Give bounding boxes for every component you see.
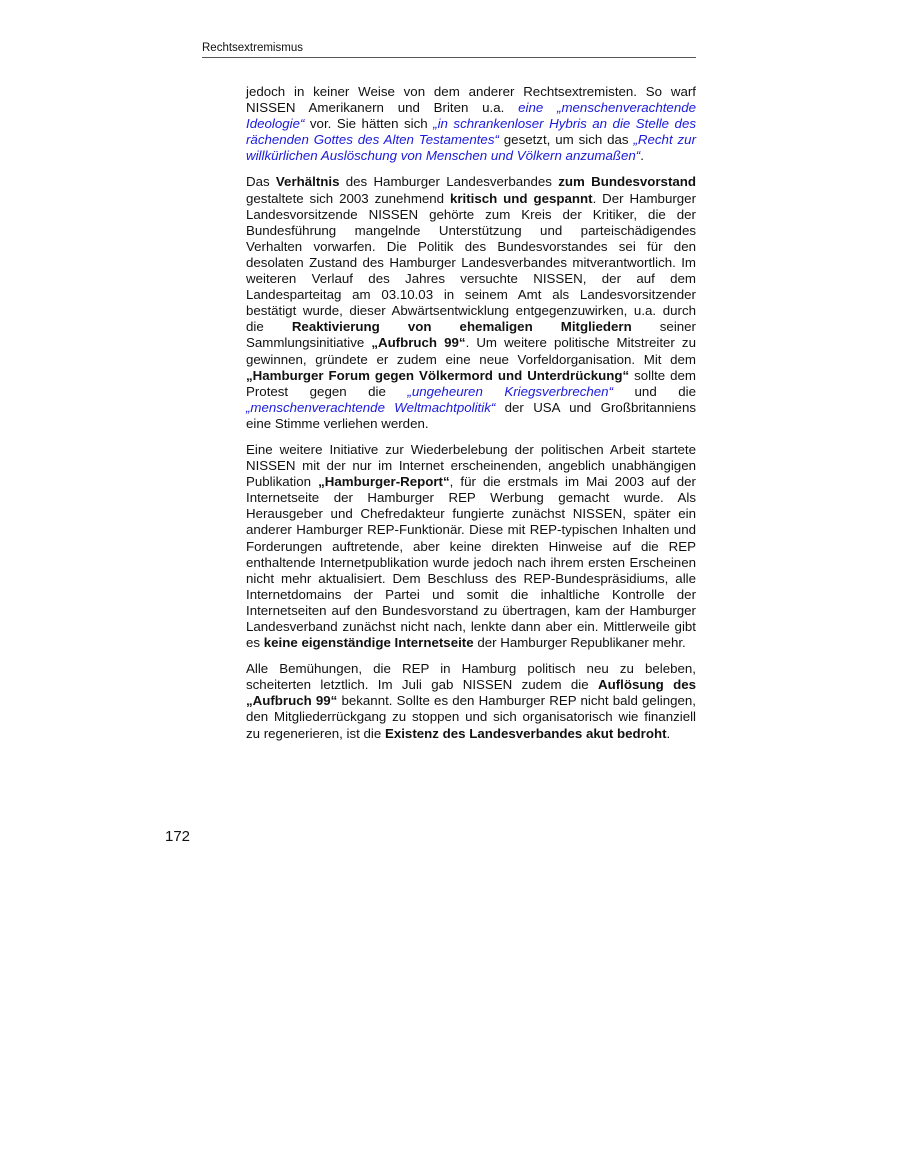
text-run: Alle Bemühungen, die REP in Hamburg politisch neu zu beleben, scheiterten letztlich. Im Juli gab NISSEN zudem die	[246, 661, 696, 693]
text-run: .	[666, 725, 671, 741]
bold-run: Auflösung des „Aufbruch 99“	[246, 677, 696, 709]
bold-run: zum Bundesvorstand	[558, 174, 697, 190]
text-run: jedoch in keiner Weise von dem anderer Rechtsextremisten. So warf NISSEN Amerikanern und Briten u.a.	[246, 84, 696, 116]
text-run: seiner Sammlungsinitiative	[246, 319, 696, 351]
page-number: 172	[165, 828, 191, 845]
text-run: . Der Hamburger Landesvorsitzende NISSEN gehörte zum Kreis der Kritiker, die der Bundesführung mangelnde Unterstützung und parteischädigendes Verhalten vorwarfen. Die Politik des Bundesvorstandes sei für den desolaten Zustand des Hamburger Landesverbandes mitverantwortlich. Im weiteren Verlauf des Jahres versuchte NISSEN, der auf dem Landesparteitag am 03.10.03 in seinem Amt als Landesvorsitzender bestätigt wurde, dieser Abwärtsentwicklung entgegenzuwirken, u.a. durch die	[246, 190, 696, 335]
text-run: der USA und Großbritanniens eine Stimme verliehen werden.	[246, 399, 696, 431]
text-run: Eine weitere Initiative zur Wiederbelebung der politischen Arbeit startete NISSEN mit der nur im Internet erscheinenden, angeblich unabhängigen Publikation	[246, 441, 696, 490]
quote-run: „ungeheuren Kriegsverbrechen“	[407, 383, 613, 399]
paragraph	[246, 174, 696, 432]
quote-run: eine „menschenverachtende Ideologie“	[246, 100, 696, 132]
bold-run: keine eigenständige Internetseite	[263, 635, 474, 651]
bold-run: Reaktivierung von ehemaligen Mitgliedern	[291, 319, 632, 335]
text-run: . Um weitere politische Mitstreiter zu gewinnen, gründete er zudem eine neue Vorfeldorganisation. Mit dem	[246, 335, 696, 367]
quote-run: „menschenverachtende Weltmachtpolitik“	[246, 399, 496, 415]
paragraph	[246, 84, 696, 164]
text-run: des Hamburger Landesverbandes	[339, 174, 559, 190]
bold-run: kritisch und gespannt	[449, 190, 593, 206]
running-header-title: Rechtsextremismus	[202, 42, 303, 54]
text-run: bekannt. Sollte es den Hamburger REP nicht bald gelingen, den Mitgliederrückgang zu stoppen und sich organisatorisch wie finanziell zu regenerieren, ist die	[246, 693, 696, 741]
running-header	[202, 40, 696, 58]
text-run: sollte dem Protest gegen die	[246, 367, 697, 399]
text-run: Das	[246, 174, 276, 190]
quote-run: „in schrankenloser Hybris an die Stelle des rächenden Gottes des Alten Testamentes“	[246, 116, 696, 148]
text-run: gesetzt, um sich das	[498, 132, 634, 148]
text-run: , für die erstmals im Mai 2003 auf der Internetseite der Hamburger REP Werbung gemacht wurde. Als Herausgeber und Chefredakteur fungierte zunächst NISSEN, später ein anderer Hamburger REP-Funktionär. Diese mit REP-typischen Inhalten und Forderungen auftretende, aber keine direkten Hinweise auf die REP enthaltende Internetpublikation wurde jedoch nach ihrem ersten Erscheinen nicht mehr aktualisiert. Dem Beschluss des REP-Bundespräsidiums, alle Internetdomains der Partei und somit die inhaltliche Kontrolle der Internetseiten auf den Bundesvorstand zu übertragen, kam der Hamburger Landesverband zunächst nicht nach, lenkte dann aber ein. Mittlerweile gibt es	[246, 474, 696, 651]
paragraph	[246, 442, 696, 651]
bold-run: „Hamburger Forum gegen Völkermord und Unterdrückung“	[246, 367, 630, 383]
bold-run: Existenz des Landesverbandes akut bedroht	[384, 725, 667, 741]
bold-run: „Hamburger-Report“	[318, 474, 450, 490]
text-run: und die	[613, 383, 696, 399]
bold-run: Verhältnis	[275, 174, 340, 190]
paragraph	[246, 661, 696, 741]
text-run: gestaltete sich 2003 zunehmend	[246, 190, 450, 206]
bold-run: „Aufbruch 99“	[371, 335, 466, 351]
quote-run: „Recht zur willkürlichen Auslöschung von Menschen und Völkern anzumaßen“	[246, 132, 696, 164]
text-run: der Hamburger Republikaner mehr.	[473, 635, 686, 651]
body-text	[246, 84, 696, 752]
text-run: .	[640, 148, 644, 164]
text-run: vor. Sie hätten sich	[304, 116, 434, 132]
